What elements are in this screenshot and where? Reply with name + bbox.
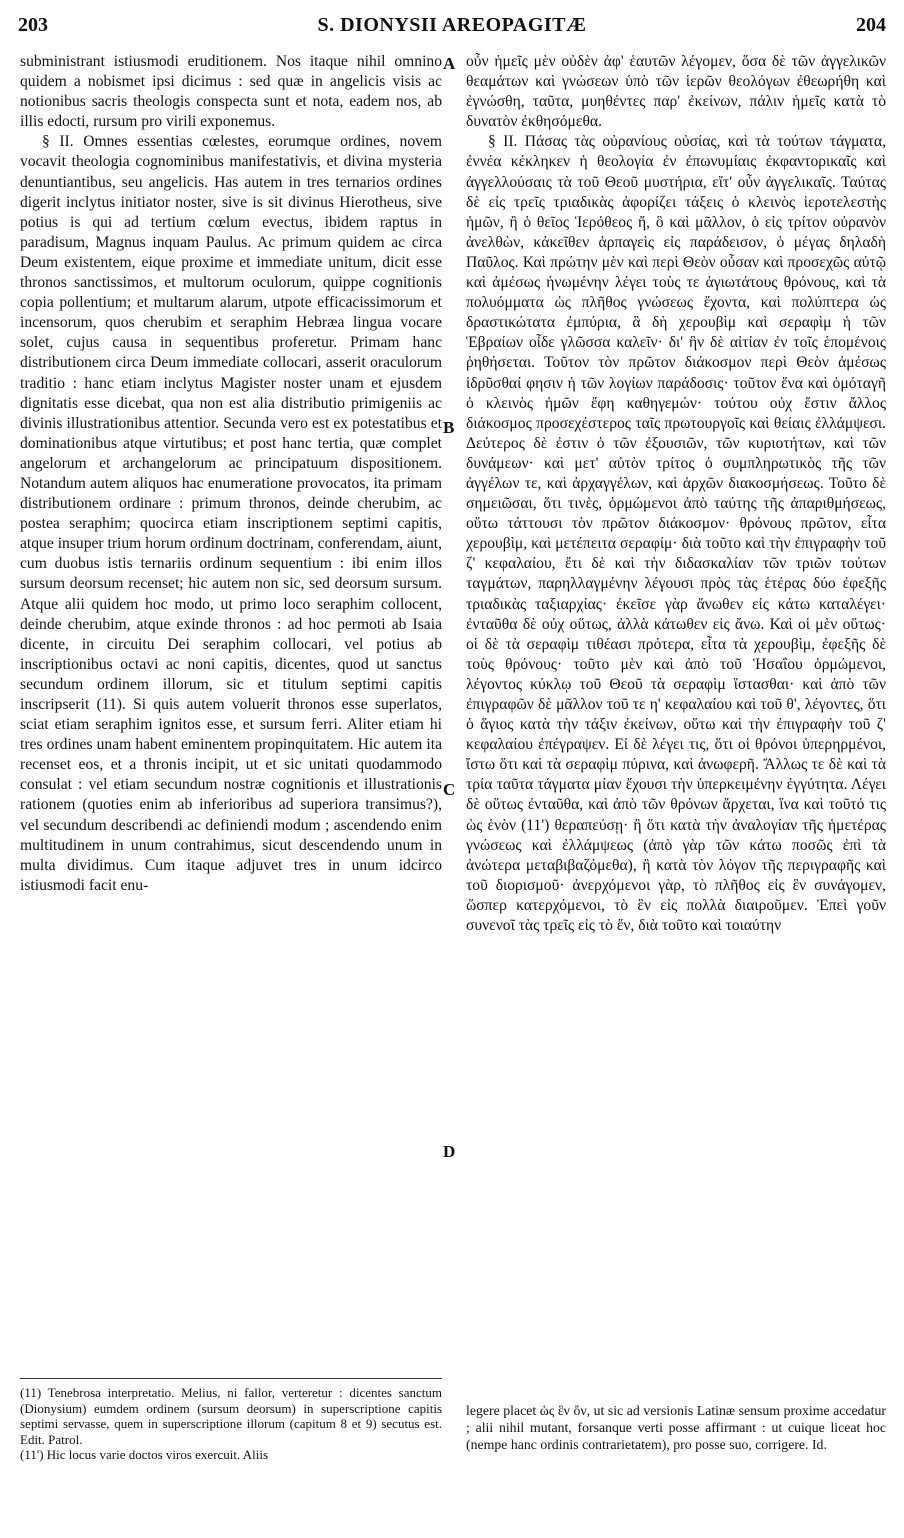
latin-paragraph-1: subministrant istiusmodi eruditionem. Nos itaque nihil omnino quidem a nobismet ipsi dicimus : sed quæ in angelicis visis ac notionibus sacris theologis conspecta sunt et nota, eadem nos, ab illis edocti, rursum pro virili exponemus. [20,53,442,131]
running-title: S. DIONYSII AREOPAGITÆ [317,14,587,36]
footnotes-left [20,1378,442,1463]
footnote-rule [20,1378,442,1379]
page-number-right: 204 [856,14,886,36]
margin-marker-d: D [443,1142,456,1161]
margin-marker-c: C [443,780,456,799]
latin-column [20,52,442,896]
footnote-continuation: legere placet ὡς ἓν ὄν, ut sic ad versionis Latinæ sensum proxime accedatur ; alii nihil mutant, forsanque verti posse affirmant : ut cuique liceat hoc (nempe hanc ordinis contrarietatem), pro posse suo, corrigere. Id. [466,1403,886,1452]
footnote-11-prime: (11') Hic locus varie doctos viros exercuit. Aliis [20,1447,269,1463]
margin-marker-b: B [443,418,455,437]
latin-paragraph-2: § II. Omnes essentias cœlestes, eorumque ordines, novem vocavit theologia cognominibus manifestativis, et divina mysteria denuntiantibus, seu angelicis. Has autem in tres ternarios ordines digerit inclytus initiator noster, sive is sit divinus Hierotheus, sive potius is qui ad tertium cœlum evectus, ibidem raptus in paradisum, Magnus inquam Paulus. Ac primum quidem ac circa Deum existentem, eique proxime et immediate unitum, dicit esse thronos sanctissimos, et multorum oculorum, quippe cognitionis copia pollentium; et multarum alarum, utpote efficacissimorum et incensorum, quos cherubim et seraphim Hebræa lingua vocare solet, cujus causa in sequentibus proferetur. Primam hanc distributionem circa Deum immediate collocari, asserit oraculorum traditio : hanc etiam inclytus Magister noster unam et ejusdem dignitatis esse dicebat, qua non est alia distributio primigeniis ac divinis illustrationibus attentior. Secunda vero est ex potestatibus et dominationibus atque virtutibus; et post hanc tertia, quæ complet angelorum et archangelorum ac principatuum dispositionem. Notandum autem aliquos hac enumeratione provocatos, ita primam distributionem ordinare : primum thronos, deinde cherubim, ac postea seraphim; quocirca etiam inscriptionem septimi capitis, atque insuper trium horum ordinum doctrinam, conferendam, aiunt, cum duobus istis ternariis ordinum sequentium : ibi enim illos sursum deorsum recenset; hic autem non sic, sed deorsum sursum. Atque alii quidem hoc modo, ut primo loco seraphim collocent, deinde cherubim, atque exinde thronos : ad hoc permoti ab Isaia dicente, in circuitu Dei seraphim collocari, vel potius ab inscriptionibus octavi ac noni capitis, dicentes, quod ut sanctus secundum ordinem illorum, sic et titulum septimi capitis inscripserit (11). Si quis autem voluerit thronos esse superlatos, sciat etiam seraphim ignitos esse, et sursum ferri. Aliter etiam hi tres ordines unam habent eminentem propinquitatem. Hic autem ita recenset eos, et a thronis incipit, ut et sic unitati quodammodo consulat : vel etiam secundum nostræ cognitionis et illustrationis rationem (quoties enim ab inferioribus ad superiora transimus?), vel secundum describendi ac definiendi modum ; ascendendo enim multitudinem in unum contrahimus, sicut descendendo unum in multa dividimus. Cum itaque adjuvet tres in unum idcirco istiusmodi facit enu- [20,133,442,894]
greek-column [466,52,886,936]
footnotes-right [466,1402,886,1453]
margin-marker-a: A [443,54,456,73]
running-header [18,10,886,44]
footnote-11: (11) Tenebrosa interpretatio. Melius, ni fallor, verteretur : dicentes sanctum (Dionysium) eumdem ordinem (sursum deorsum) in superscriptione capitis septimi servasse, quem in superscriptione illorum (capitum 8 et 9) secutus est. Edit. Patrol. [20,1385,442,1447]
greek-paragraph-2: § II. Πάσας τὰς οὐρανίους οὐσίας, καὶ τὰ τούτων τάγματα, ἐννέα κέκληκεν ἡ θεολογία ἐν ἐπωνυμίαις ἐκφαντορικαῖς καὶ ἀγγελλούσαις τὰ τοῦ Θεοῦ μυστήρια, εἴτ' οὖν ἀγγελικαῖς. Ταύτας δὲ εἰς τρεῖς τριαδικὰς ἀφορίζει τάξεις ὁ κλεινὸς ἱεροτελεστὴς ἡμῶν, ἢ ὁ θεῖος Ἱερόθεος ἤ, ὃ καὶ μᾶλλον, ὁ εἰς τρίτον οὐρανὸν ἀνελθὼν, κἀκεῖθεν ἁρπαγεὶς εἰς παράδεισον, ὁ μέγας δηλαδὴ Παῦλος. Καὶ πρώτην μὲν καὶ περὶ Θεὸν οὖσαν καὶ προσεχῶς αὐτῷ καὶ ἀμέσως ἡνωμένην λέγει τοὺς τε ἁγιωτάτους θρόνους, καὶ τὰ πολυόμματα ὡς πλῆθος γνώσεως ἔχοντα, καὶ πολύπτερα ὡς δραστικώτατα ἐμπύρια, ἃ δὴ χερουβὶμ καὶ σεραφὶμ ἡ τῶν Ἑβραίων οἶδε γλῶσσα καλεῖν· δι' ἣν δὲ αἰτίαν ἐν τοῖς ἑπομένοις ῥηθήσεται. Τοῦτον τὸν πρῶτον διάκοσμον περὶ Θεὸν ἀμέσως ἱδρῦσθαί φησιν ἡ τῶν λογίων παράδοσις· τοῦτον ἕνα καὶ ὁμόταγῆ ὁ κλεινὸς ἡμῶν ἔφη καθηγεμών· τούτου οὐχ ἔστιν ἄλλος διάκοσμος προσεχέστερος ταῖς πρωτουργοῖς καὶ θείαις ἐλλάμψεσι. Δεύτερος δὲ ἐστιν ὁ τῶν ἐξουσιῶν, τῶν κυριοτήτων, καὶ τῶν δυνάμεων· καὶ μετ' αὐτὸν τρίτος ὁ συμπληρωτικὸς τῆς τῶν ἀγγέλων τε, καὶ ἀρχαγγέλων, καὶ ἀρχῶν διακοσμήσεως. Τοῦτο δὲ σημειῶσαι, ὅτι τινὲς, ὁρμώμενοι ἀπὸ ταύτης τῆς ἀπαριθμήσεως, οὕτω τάττουσι τὸν πρῶτον διάκοσμον· θρόνους πρῶτον, εἶτα χερουβὶμ, καὶ μετέπειτα σεραφίμ· διὰ τοῦτο καὶ τὴν ἐπιγραφὴν τοῦ ζ' κεφαλαίου, ἔτι δὲ καὶ τὴν διδασκαλίαν τῶν τριῶν τούτων ταγμάτων, παρηλλαγμένην λέγουσι πρὸς τὰς ἑτέρας δύο ἐφεξῆς τριαδικὰς ταξιαρχίας· ἐκεῖσε γὰρ ἄνωθεν εἰς κάτω καταλέγει· ἐνταῦθα δὲ οὐχ οὕτως, ἀλλὰ κάτωθεν εἰς ἄνω. Καὶ οἱ μὲν οὕτως· οἱ δὲ τὰ σεραφὶμ τιθέασι πρότερα, εἶτα τὰ χερουβὶμ, ἐφεξῆς δὲ τοὺς θρόνους· τοῦτο μὲν καὶ ἀπὸ τοῦ Ἡσαΐου ὁρμώμενοι, λέγοντος κύκλῳ τοῦ Θεοῦ τὰ σεραφὶμ ἵστασθαι· καὶ ἀπὸ τῶν ἐπιγραφῶν δὲ μᾶλλον τοῦ τε η' κεφαλαίου καὶ τοῦ θ', λέγοντες, ὅτι ὁ ἅγιος κατὰ τὴν τάξιν ἐκείνων, οὕτω καὶ τὴν ἐπιγραφὴν τοῦ ζ' κεφαλαίου ἐπέγραψεν. Εἰ δὲ λέγει τις, ὅτι οἱ θρόνοι ὑπερηρμένοι, ἴστω ὅτι καὶ τὰ σεραφὶμ πύρινα, καὶ ἀνωφερῆ. Ἄλλως τε δὲ καὶ τὰ τρία ταῦτα τάγματα μίαν ἔχουσι τὴν ὑπερκειμένην ἐγγύτητα. Λέγει δὲ οὕτως ἐνταῦθα, καὶ ἀπὸ τῶν θρόνων ἄρχεται, ἵνα καὶ τοῦτό τις ὡς ἑνὸν (11') θεραπεύσῃ· ἢ ὅτι κατὰ τὴν ἀναλογίαν τῆς ἡμετέρας γνώσεως καὶ ἐλλάμψεως (ἀπὸ γὰρ τῶν κάτω ποσῶς ἐπὶ τὰ ἀνώτερα μεταβιβαζόμεθα), ἢ κατὰ τὸν λόγον τῆς περιγραφῆς καὶ τοῦ διορισμοῦ· ἀνερχόμενοι γὰρ, τὸ πλῆθος εἰς ἓν συνάγομεν, ὥσπερ κατερχόμενοι, τὸ ἓν εἰς πολλὰ διαιροῦμεν. Ἐπεὶ γοῦν συνενοῖ τὰς τρεῖς εἰς τὸ ἕν, διὰ τοῦτο καὶ τοιαύτην [466,133,886,935]
greek-paragraph-1: οὖν ἡμεῖς μὲν οὐδὲν ἀφ' ἑαυτῶν λέγομεν, ὅσα δὲ τῶν ἀγγελικῶν θεαμάτων καὶ γνώσεων ὑπὸ τῶν ἱερῶν θεολόγων ἐθεωρήθη καὶ ἐγνώσθη, ταῦτα, μυηθέντες παρ' ἐκείνων, πάλιν ἡμεῖς κατὰ τὸ δυνατὸν ἐκθησόμεθα. [466,53,886,131]
page-number-left: 203 [18,14,48,36]
